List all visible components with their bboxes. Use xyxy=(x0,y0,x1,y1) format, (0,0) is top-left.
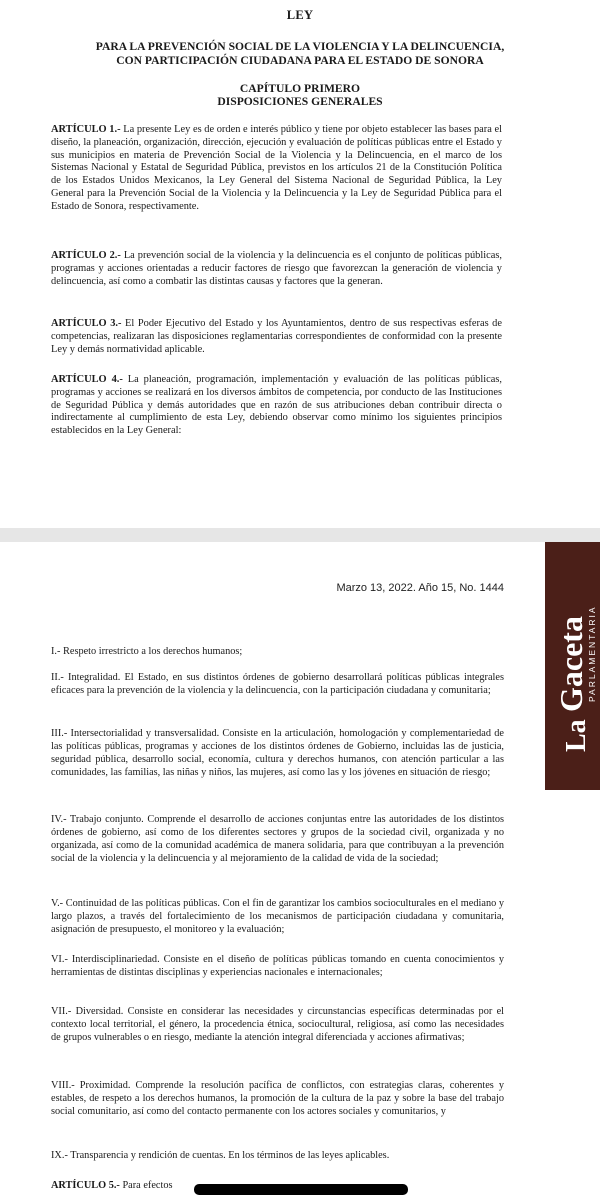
document-page-2 xyxy=(0,542,600,1200)
law-title xyxy=(40,40,560,68)
issue-date: Marzo 13, 2022. Año 15, No. 1444 xyxy=(336,582,504,594)
gaceta-subtitle: PARLAMENTARIA xyxy=(587,605,597,702)
gaceta-brand-banner xyxy=(545,542,600,790)
law-title-line-2: CON PARTICIPACIÓN CIUDADANA PARA EL ESTADO DE SONORA xyxy=(116,54,484,67)
article-2-label: ARTÍCULO 2.- xyxy=(51,250,121,261)
principle-4: IV.- Trabajo conjunto. Comprende el desarrollo de acciones conjuntas entre las autoridades de los distintos órdenes de gobierno, así como de los diferentes sectores y grupos de la sociedad civil, organizada y no organizada, así como de la comunidad académica de manera solidaria, para que contribuyan a la prevención social de la violencia y la delincuencia y al mejoramiento de la calidad de vida de la sociedad; xyxy=(51,814,504,864)
principle-2: II.- Integralidad. El Estado, en sus distintos órdenes de gobierno desarrollará políticas públicas integrales eficaces para la prevención de la violencia y la delincuencia, con la participación ciudadana y comunitaria; xyxy=(51,672,504,696)
article-4-label: ARTÍCULO 4.- xyxy=(51,374,123,385)
article-3 xyxy=(51,318,502,356)
document-page-1 xyxy=(0,0,600,528)
gaceta-wordmark: Gaceta xyxy=(553,616,589,712)
article-4 xyxy=(51,374,502,438)
article-3-label: ARTÍCULO 3.- xyxy=(51,318,122,329)
principle-8: VIII.- Proximidad. Comprende la resolución pacífica de conflictos, con estrategias claras, coherentes y estables, de respeto a los derechos humanos, la promoción de la cultura de la paz y sobre la base del trabajo social comunitario, así como del contacto permanente con los actores sociales y comunitarios, y xyxy=(51,1080,504,1117)
chapter-number: CAPÍTULO PRIMERO xyxy=(239,82,361,95)
law-title-line-1: PARA LA PREVENCIÓN SOCIAL DE LA VIOLENCIA Y LA DELINCUENCIA, xyxy=(95,40,505,53)
article-1 xyxy=(51,124,502,214)
gaceta-logo xyxy=(545,542,600,790)
chapter-heading xyxy=(40,82,560,108)
article-5-text: Para efectos xyxy=(122,1180,173,1191)
principle-7: VII.- Diversidad. Consiste en considerar las necesidades y circunstancias específicas determinadas por el contexto local territorial, el género, la procedencia étnica, sociocultural, religiosa, así como las necesidades de grupos vulnerables o en riesgo, mediante la atención integral diferenciada y acciones afirmativas; xyxy=(51,1006,504,1043)
gaceta-la: La xyxy=(561,719,592,752)
principle-6: VI.- Interdisciplinariedad. Consiste en el diseño de políticas públicas tomando en cuenta conocimientos y herramientas de distintas disciplinas y experiencias nacionales e internacionales; xyxy=(51,954,504,978)
law-label: LEY xyxy=(286,8,314,22)
article-2 xyxy=(51,250,502,288)
principle-1: I.- Respeto irrestricto a los derechos humanos; xyxy=(51,646,243,657)
principle-3: III.- Intersectorialidad y transversalidad. Consiste en la articulación, homologación y complementariedad de las políticas públicas, programas y acciones de los distintos órdenes de Gobierno, incluidas las de justicia, seguridad pública, desarrollo social, economía, cultura y derechos humanos, con atención particular a las comunidades, las familias, las niñas y niños, las mujeres, así como las y los jóvenes en situación de riesgo; xyxy=(51,728,504,778)
article-4-text: La planeación, programación, implementación y evaluación de las políticas públicas, programas y acciones se realizará en los diversos ámbitos de competencia, por conducto de las Instituciones de Seguridad Pública y demás autoridades que en razón de sus atribuciones deban contribuir directa o indirectamente al cumplimiento de esta Ley, debiendo observar como mínimo los siguientes principios establecidos en la Ley General: xyxy=(51,374,502,437)
article-2-text: La prevención social de la violencia y la delincuencia es el conjunto de políticas públicas, programas y acciones orientadas a reducir factores de riesgo que favorezcan la generación de violencia y delincuencia, así como a combatir las distintas causas y factores que la generan. xyxy=(51,250,502,287)
article-1-label: ARTÍCULO 1.- xyxy=(51,124,121,135)
chapter-title: DISPOSICIONES GENERALES xyxy=(217,95,383,108)
article-3-text: El Poder Ejecutivo del Estado y los Ayuntamientos, dentro de sus respectivas esferas de competencias, realizaran las disposiciones reglamentarias correspondientes de conformidad con la presente Ley y demás normatividad aplicable. xyxy=(51,318,502,355)
redaction-scribble xyxy=(194,1184,408,1195)
principle-5: V.- Continuidad de las políticas públicas. Con el fin de garantizar los cambios socioculturales en el mediano y largo plazos, a través del fortalecimiento de los mecanismos de participación ciudadana y comunitaria, asignación de presupuesto, el monitoreo y la evaluación; xyxy=(51,898,504,935)
page-separator xyxy=(0,528,600,542)
principle-9: IX.- Transparencia y rendición de cuentas. En los términos de las leyes aplicables. xyxy=(51,1150,390,1161)
article-1-text: La presente Ley es de orden e interés público y tiene por objeto establecer las bases para el diseño, la planeación, organización, dirección, ejecución y evaluación de políticas públicas entre el Estado y sus municipios en materia de Prevención Social de la Violencia y la Delincuencia, en el marco de los Sistemas Nacional y Estatal de Seguridad Pública, previstos en los artículos 21 de la Constitución Política de los Estados Unidos Mexicanos, la Ley General del Sistema Nacional de Seguridad Pública, la Ley General para la Prevención Social de la Violencia y la Delincuencia y la Ley de Seguridad Pública para el Estado de Sonora, respectivamente. xyxy=(51,124,502,212)
article-5-label: ARTÍCULO 5.- xyxy=(51,1180,120,1191)
